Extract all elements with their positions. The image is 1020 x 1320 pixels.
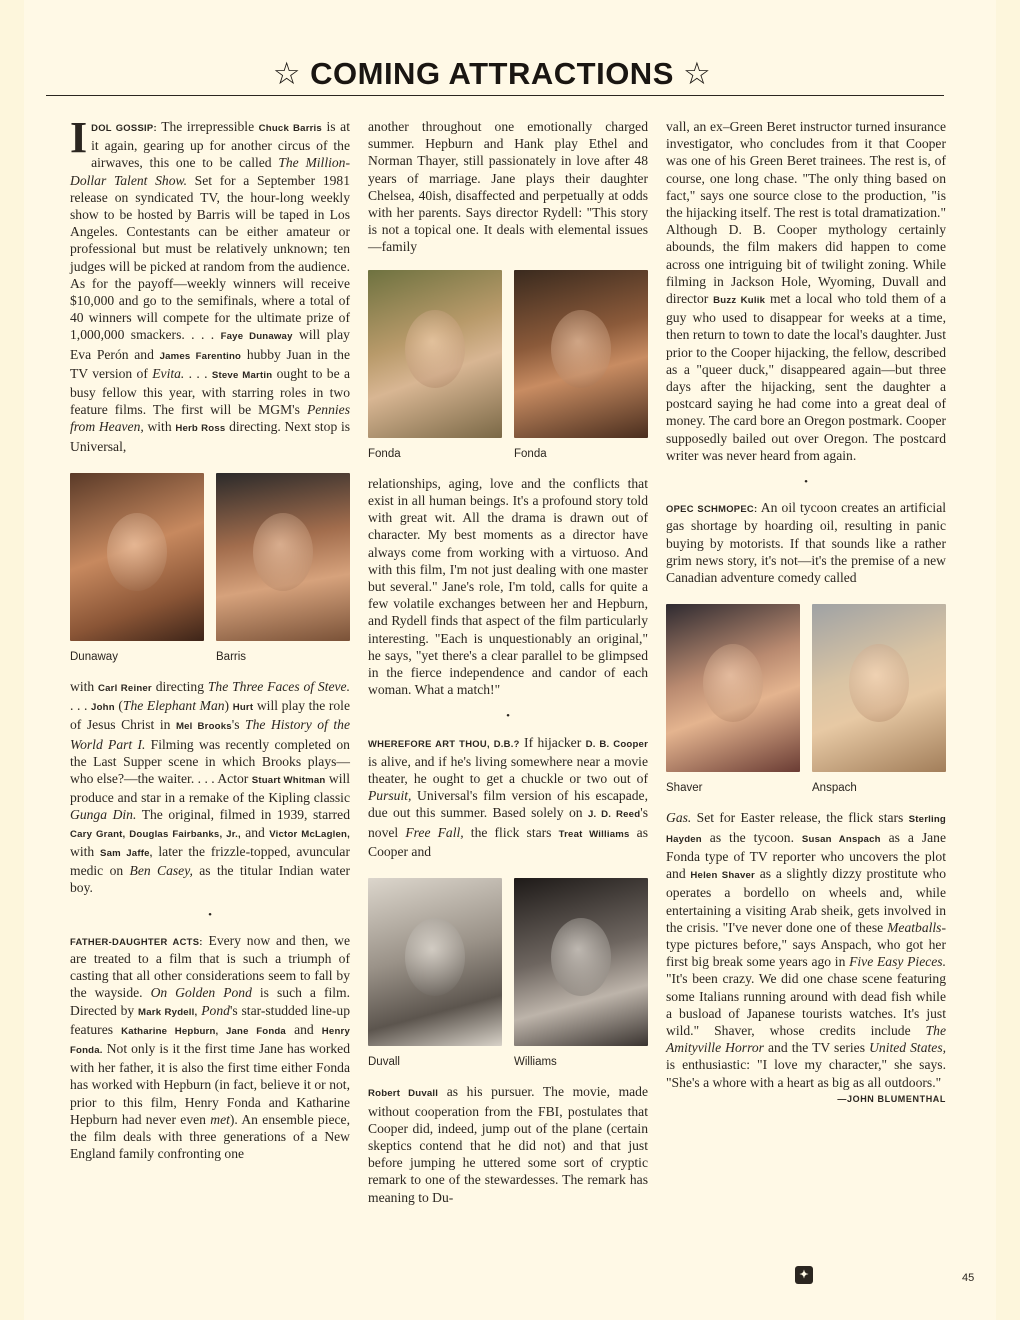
person-name: Sam Jaffe, xyxy=(100,847,153,859)
drop-cap: I xyxy=(70,113,88,162)
person-name: Cary Grant, Douglas Fairbanks, Jr., xyxy=(70,828,241,840)
photo-pair xyxy=(368,878,648,1083)
photo-caption: Fonda xyxy=(514,447,547,460)
photo-figure xyxy=(666,604,800,809)
section-kicker: WHEREFORE ART THOU, D.B.? xyxy=(368,737,520,749)
photo-pair xyxy=(70,473,350,678)
section-kicker: DOL GOSSIP: xyxy=(91,122,157,133)
paragraph-text: another throughout one emotionally charged summer. Hepburn and Hank play Ethel and Norman Thayer, still passionately in love after 48 years of marriage. Jane plays their daughter Chelsea, 40ish, disaffected and perpetually at odds with her parents. Says director Rydell: "This story is not a topical one. It deals with elemental issues—family xyxy=(368,119,648,255)
paragraph-text: Gas. Set for Easter release, the flick stars Sterling Hayden as the tycoon. Susan Anspach as a Jane Fonda type of TV reporter who uncovers the plot and Helen Shaver as a slightly dizzy prostitute who operates a bordello on wheels and, while entertaining a visiting Arab sheik, gets involved in the crisis. "I've never done one of these Meatballs-type pictures before," says Anspach, who got her first big break some years ago in Five Easy Pieces. "It's been crazy. We did one chase scene featuring some Italians running around with dead fish while a busload of Japanese tourists watches. It's just wild." Shaver, whose credits include The Amityville Horror and the TV series United States, is enthusiastic: "I love my character," she says. "She's a whore with a heart as big as all outdoors." xyxy=(666,810,947,1090)
work-title: Free Fall, xyxy=(405,824,464,840)
person-name: Herb Ross xyxy=(175,423,226,435)
duvall-photo xyxy=(368,878,502,1046)
author-signoff: —JOHN BLUMENTHAL xyxy=(837,1093,946,1104)
photo-figure xyxy=(514,270,648,475)
person-name: Mel Brooks xyxy=(175,721,232,733)
henry-fonda-photo xyxy=(368,270,502,438)
section-kicker: FATHER-DAUGHTER ACTS: xyxy=(70,935,203,947)
work-title: Pennies from Heaven, xyxy=(70,402,350,435)
photo-pair xyxy=(666,604,946,809)
paragraph-text: The irrepressible Chuck Barris is at it again, gearing up for another circus of the airwaves, this one to be called The Million-Dollar Talent Show. Set for a September 1981 release on syndicated TV, the hour-long weekly show to be hosted by Barris will be taped in Los Angeles. Contestants can be either amateur or professional but must be relatively unknown; ten judges will be picked at random from the audience. As for the payoff—weekly winners will receive $10,000 and go to the semifinals, where a total of 40 winners will compete for the ultimate prize of 1,000,000 smackers. . . . Faye Dunaway will play Eva Perón and James Farentino hubby Juan in the TV version of Evita. . . . Steve Martin ought to be a busy fellow this year, with starring roles in two feature films. The first will be MGM's Pennies from Heaven, with Herb Ross directing. Next stop is Universal, xyxy=(70,119,351,454)
rabbit-logo-icon: ✦ xyxy=(795,1266,813,1284)
photo-figure xyxy=(368,270,502,475)
section-kicker: OPEC SCHMOPEC: xyxy=(666,503,758,515)
photo-pair xyxy=(368,270,648,475)
page-number: 45 xyxy=(962,1272,975,1284)
db-cooper-paragraph xyxy=(368,734,648,860)
page-title: ☆ COMING ATTRACTIONS ☆ xyxy=(272,56,712,91)
photo-figure xyxy=(514,878,648,1083)
work-title: The Three Faces of Steve. xyxy=(207,679,350,695)
paragraph-text: Robert Duvall as his pursuer. The movie, made without cooperation from the FBI, postulates that Cooper did, indeed, jump out of the plane (certain skeptics contend that he did not) and that just before jumping he uttered some sort of cryptic remark to one of the stewardesses. The remark has meaning to Du- xyxy=(368,1084,649,1205)
work-title: The Amityville Horror xyxy=(666,1022,946,1056)
column-3 xyxy=(666,118,946,1108)
person-name: Sterling Hayden xyxy=(666,814,946,845)
person-name: Victor McLaglen, xyxy=(269,828,350,840)
paragraph-text: relationships, aging, love and the conflicts that exist in all human beings. It's a profound story told with great wit. All the drama is drawn out of character. My best moments as a director have always come from working with a virtuoso. And with this film, I'm not just dealing with one master but several." Jane's role, I'm told, calls for quite a few volatile exchanges between her and Hepburn, and Rydell finds that aspect of the film particularly interesting. "Each is unquestionably an original," he says, "yet there's a clear parallel to be glimpsed in the fierce independence and candor of each woman. What a match!" xyxy=(368,475,648,698)
column-2 xyxy=(368,118,648,1206)
photo-caption: Williams xyxy=(514,1056,557,1069)
photo-caption: Shaver xyxy=(666,782,703,795)
photo-caption: Dunaway xyxy=(70,650,118,663)
person-name: Chuck Barris xyxy=(258,123,322,134)
paragraph-text: An oil tycoon creates an artificial gas shortage by hoarding oil, resulting in panic buying by motorists. If that sounds like a rather grim news story, it's not—it's the premise of a new Canadian adventure comedy called xyxy=(666,500,946,586)
work-title: Ben Casey, xyxy=(129,863,193,879)
person-name: John xyxy=(91,702,115,714)
opec-paragraph xyxy=(666,499,946,586)
person-name: Stuart Whitman xyxy=(251,775,326,787)
person-name: Henry Fonda. xyxy=(70,1025,350,1056)
person-name: J. D. Reed xyxy=(587,809,641,821)
person-name: Hurt xyxy=(232,702,254,714)
section-bullet: • xyxy=(804,476,808,489)
person-name: James Farentino xyxy=(159,350,242,362)
work-title: Gas. xyxy=(666,810,692,826)
photo-caption: Barris xyxy=(216,650,247,663)
header-rule xyxy=(46,95,944,96)
work-title: Five Easy Pieces. xyxy=(849,954,946,970)
photo-figure xyxy=(70,473,204,678)
work-title: Pond xyxy=(201,1002,230,1018)
shaver-photo xyxy=(666,604,800,772)
person-name: Mark Rydell, xyxy=(138,1006,198,1018)
person-name: Carl Reiner xyxy=(98,683,152,695)
person-name: Katharine Hepburn, Jane Fonda xyxy=(121,1025,286,1037)
work-title: Pursuit, xyxy=(368,788,412,804)
barris-photo xyxy=(216,473,350,641)
dunaway-photo xyxy=(70,473,204,641)
person-name: Faye Dunaway xyxy=(220,331,293,343)
person-name: Buzz Kulik xyxy=(713,295,766,307)
paragraph-text: vall, an ex–Green Beret instructor turned insurance investigator, who concludes from it that Cooper was one of his Green Beret trainees. The rest is, of course, one long chase. "The only thing based on fact," says one source close to the production, "is the hijacking itself. The rest is total dramatization." Although D. B. Cooper mythology certainly abounds, the film makers did happen to come across one intriguing bit of twilight zoning. While filming in Jackson Hole, Wyoming, Duvall and director Buzz Kulik met a local who told them of a guy who used to disappear for weeks at a time, then return to town to date the local's daughter. Just prior to the Cooper hijacking, the fellow, described as a "queer duck," disappeared again—but three days after the hijacking, sent the daughter a postcard saying he had come into a great deal of money. The card bore an Oregon postmark. Cooper supposedly bailed out over Oregon. The postcard writer was never heard from again. xyxy=(666,119,946,463)
person-name: D. B. Cooper xyxy=(585,738,649,750)
work-title: The Elephant Man xyxy=(122,698,225,714)
person-name: Steve Martin xyxy=(211,369,273,381)
section-bullet: • xyxy=(208,908,212,921)
idol-gossip-paragraph xyxy=(70,113,351,455)
work-title: On Golden Pond xyxy=(150,985,252,1001)
photo-caption: Fonda xyxy=(368,447,401,460)
photo-figure xyxy=(368,878,502,1083)
jane-fonda-photo xyxy=(514,270,648,438)
photo-figure xyxy=(216,473,350,678)
work-title: The Million-Dollar Talent Show. xyxy=(70,155,350,188)
photo-figure xyxy=(812,604,946,809)
photo-caption: Anspach xyxy=(812,782,857,795)
photo-caption: Duvall xyxy=(368,1056,400,1069)
williams-photo xyxy=(514,878,648,1046)
work-title: Evita. xyxy=(152,365,185,381)
person-name: Robert Duvall xyxy=(368,1088,439,1100)
section-bullet: • xyxy=(506,710,510,723)
paragraph-text: with Carl Reiner directing The Three Faces of Steve. . . . John (The Elephant Man) Hurt will play the role of Jesus Christ in Mel Brooks's The History of the World Part I. Filming was recently completed on the Last Supper scene in which Brooks plays—who else?—the waiter. . . . Actor Stuart Whitman will produce and star in a remake of the Kipling classic Gunga Din. The original, filmed in 1939, starred Cary Grant, Douglas Fairbanks, Jr., and Victor McLaglen, with Sam Jaffe, later the frizzle-topped, avuncular medic on Ben Casey, as the titular Indian water boy. xyxy=(70,679,351,896)
person-name: Susan Anspach xyxy=(801,833,881,845)
anspach-photo xyxy=(812,604,946,772)
work-title: met xyxy=(210,1111,230,1127)
work-title: The History of the World Part I. xyxy=(70,717,350,752)
column-1 xyxy=(70,113,351,1162)
person-name: Treat Williams xyxy=(558,828,630,840)
work-title: United States, xyxy=(869,1040,947,1056)
paragraph-text: Every now and then, we are treated to a film that is such a triumph of casting that all other considerations seem to fall by the wayside. On Golden Pond is such a film. Directed by Mark Rydell, Pond's star-studded line-up features Katharine Hepburn, Jane Fonda and Henry Fonda. Not only is it the first time Jane has worked with her father, it is also the first time either Fonda has worked with Hepburn (in fact, believe it or not, prior to this film, Henry Fonda and Katharine Hepburn had never even met). An ensemble piece, the film deals with three generations of a New England family confronting one xyxy=(70,932,351,1162)
father-daughter-paragraph xyxy=(70,932,350,1163)
work-title: Gunga Din. xyxy=(70,807,137,823)
work-title: Meatballs xyxy=(887,919,942,935)
paragraph-text: If hijacker D. B. Cooper is alive, and if he's living somewhere near a movie theater, he ought to get a chuckle or two out of Pursuit, Universal's film version of his escapade, due out this summer. Based solely on J. D. Reed's novel Free Fall, the flick stars Treat Williams as Cooper and xyxy=(368,734,649,859)
gas-paragraph xyxy=(666,809,947,1104)
person-name: Helen Shaver xyxy=(690,870,755,882)
